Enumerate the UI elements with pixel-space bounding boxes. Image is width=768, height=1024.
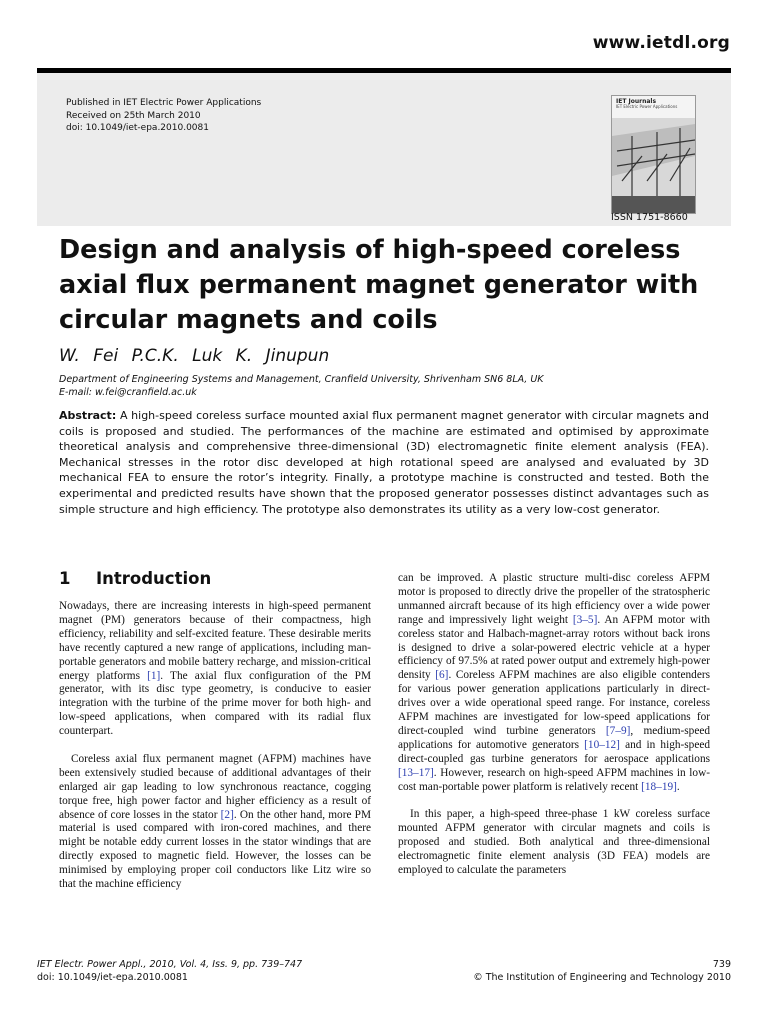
paragraph xyxy=(398,572,710,795)
author-email[interactable]: E-mail: w.fei@cranfield.ac.uk xyxy=(59,387,197,398)
section-title: Introduction xyxy=(96,569,212,588)
section-heading xyxy=(59,569,211,588)
affiliation xyxy=(59,373,544,399)
issn: ISSN 1751-8660 xyxy=(611,212,688,223)
published-in: Published in IET Electric Power Applications xyxy=(66,98,262,108)
text-run: can be improved. A plastic structure multi-disc coreless AFPM motor is proposed to directly drive the propeller of the stratospheric unmanned aircraft because of its high efficiency over a wide power range and impressively light weight xyxy=(398,572,710,626)
text-run: . An AFPM motor with coreless stator and Halbach-magnet-array rotors without back irons is designed to drive a solar-powered electric vehicle at a hyper efficiency of 97.5% at rated power output and extremely high-power density xyxy=(398,613,710,682)
text-run: Coreless axial flux permanent magnet (AFPM) machines have been extensively studied because of additional advantages of their enlarged air gap leading to low synchronous reactance, cogging torque free, high power factor and higher efficiency as a result of absence of core losses in the stator xyxy=(59,752,371,821)
citation-link[interactable]: [2] xyxy=(220,808,234,821)
column-right xyxy=(398,572,710,878)
abstract-text: A high-speed coreless surface mounted axial flux permanent magnet generator with circular magnets and coils is proposed and studied. The performances of the machine are estimated and optimised by approximate theoretical analysis and comprehensive three-dimensional (3D) electromagnetic finite element analysis (FEA). Mechanical stresses in the rotor disc developed at high rotational speed are analysed and evaluated by 3D mechanical FEA to ensure the rotor’s integrity. Finally, a prototype machine is constructed and tested. Both the experimental and predicted results have shown that the proposed generator possesses distinct advantages such as simple structure and high efficiency. The prototype also demonstrates its utility as a very low-cost generator. xyxy=(59,409,709,516)
authors: W. Fei P.C.K. Luk K. Jinupun xyxy=(59,346,330,366)
cover-brand: IET Journals xyxy=(616,98,657,105)
doi-footer: doi: 10.1049/iet-epa.2010.0081 xyxy=(37,972,188,983)
citation-link[interactable]: [3–5] xyxy=(572,613,598,626)
citation-link[interactable]: [7–9] xyxy=(605,724,631,737)
journal-cover-image xyxy=(611,95,696,214)
article-title: Design and analysis of high-speed coreless axial flux permanent magnet generator with circular magnets and coils xyxy=(59,235,699,335)
citation-link[interactable]: [6] xyxy=(435,669,449,682)
citation-link[interactable]: [1] xyxy=(147,669,161,682)
abstract xyxy=(59,408,709,517)
text-run: . xyxy=(676,780,680,793)
paragraph xyxy=(59,600,371,739)
text-run: Nowadays, there are increasing interests in high-speed permanent magnet (PM) generators because of their compactness, high efficiency, reliability and self-excited feature. These desirable merits have recently captured a new range of applications, including man-portable generators and mobile battery recharge, and mission-critical energy platforms xyxy=(59,600,371,682)
page-number: 739 xyxy=(712,959,731,970)
section-number: 1 xyxy=(59,569,71,588)
received-date: Received on 25th March 2010 xyxy=(66,110,201,121)
citation-link[interactable]: [10–12] xyxy=(584,738,620,751)
text-run: . However, research on high-speed AFPM machines in low-cost man-portable power platform is relatively recent xyxy=(398,766,710,793)
citation-link[interactable]: [13–17] xyxy=(398,766,434,779)
cover-illustration xyxy=(612,96,695,213)
citation-link[interactable]: [18–19] xyxy=(641,780,677,793)
text-run: , medium-speed applications for automotive generators xyxy=(398,724,710,751)
text-run: . On the other hand, more PM material is used compared with iron-cored machines, and there might be notable eddy current losses in the stator windings that are directly exposed to magnetic field. However, the losses can be minimised by employing proper coil conductors like Litz wire so that the machine efficiency xyxy=(59,808,371,891)
text-run: . The axial flux configuration of the PM generator, with its disc type geometry, is conducive to easier integration with the turbine of the prime mover for both high- and low-speed applications, when compared with its radial flux counterpart. xyxy=(59,669,371,738)
publication-info xyxy=(66,97,261,135)
footer-left xyxy=(37,958,302,984)
column-left xyxy=(59,600,371,892)
paragraph: In this paper, a high-speed three-phase 1 kW coreless surface mounted AFPM generator with circular magnets and coils is proposed and studied. Both analytical and three-dimensional electromagnetic finite element analysis (3D FEA) models are employed to calculate the parameters xyxy=(398,808,710,877)
doi-header: doi: 10.1049/iet-epa.2010.0081 xyxy=(66,123,209,133)
copyright: © The Institution of Engineering and Technology 2010 xyxy=(473,972,731,983)
journal-url[interactable]: www.ietdl.org xyxy=(592,33,730,53)
department: Department of Engineering Systems and Management, Cranfield University, Shrivenham SN6 8LA, UK xyxy=(59,374,544,385)
journal-citation: IET Electr. Power Appl., 2010, Vol. 4, Iss. 9, pp. 739–747 xyxy=(37,959,303,970)
abstract-label: Abstract: xyxy=(59,409,117,422)
text-run: . Coreless AFPM machines are also eligible contenders for various power generation applications particularly in direct-drives over a wide operational speed range. For instance, coreless AFPM machines are investigated for low-speed applications for direct-coupled wind turbine generators xyxy=(398,669,710,737)
cover-subtitle: IET Electric Power Applications xyxy=(616,104,678,109)
text-run: and in high-speed direct-coupled gas turbine generators for aerospace applications xyxy=(398,738,710,765)
footer-right xyxy=(473,958,731,984)
paragraph xyxy=(59,753,371,892)
